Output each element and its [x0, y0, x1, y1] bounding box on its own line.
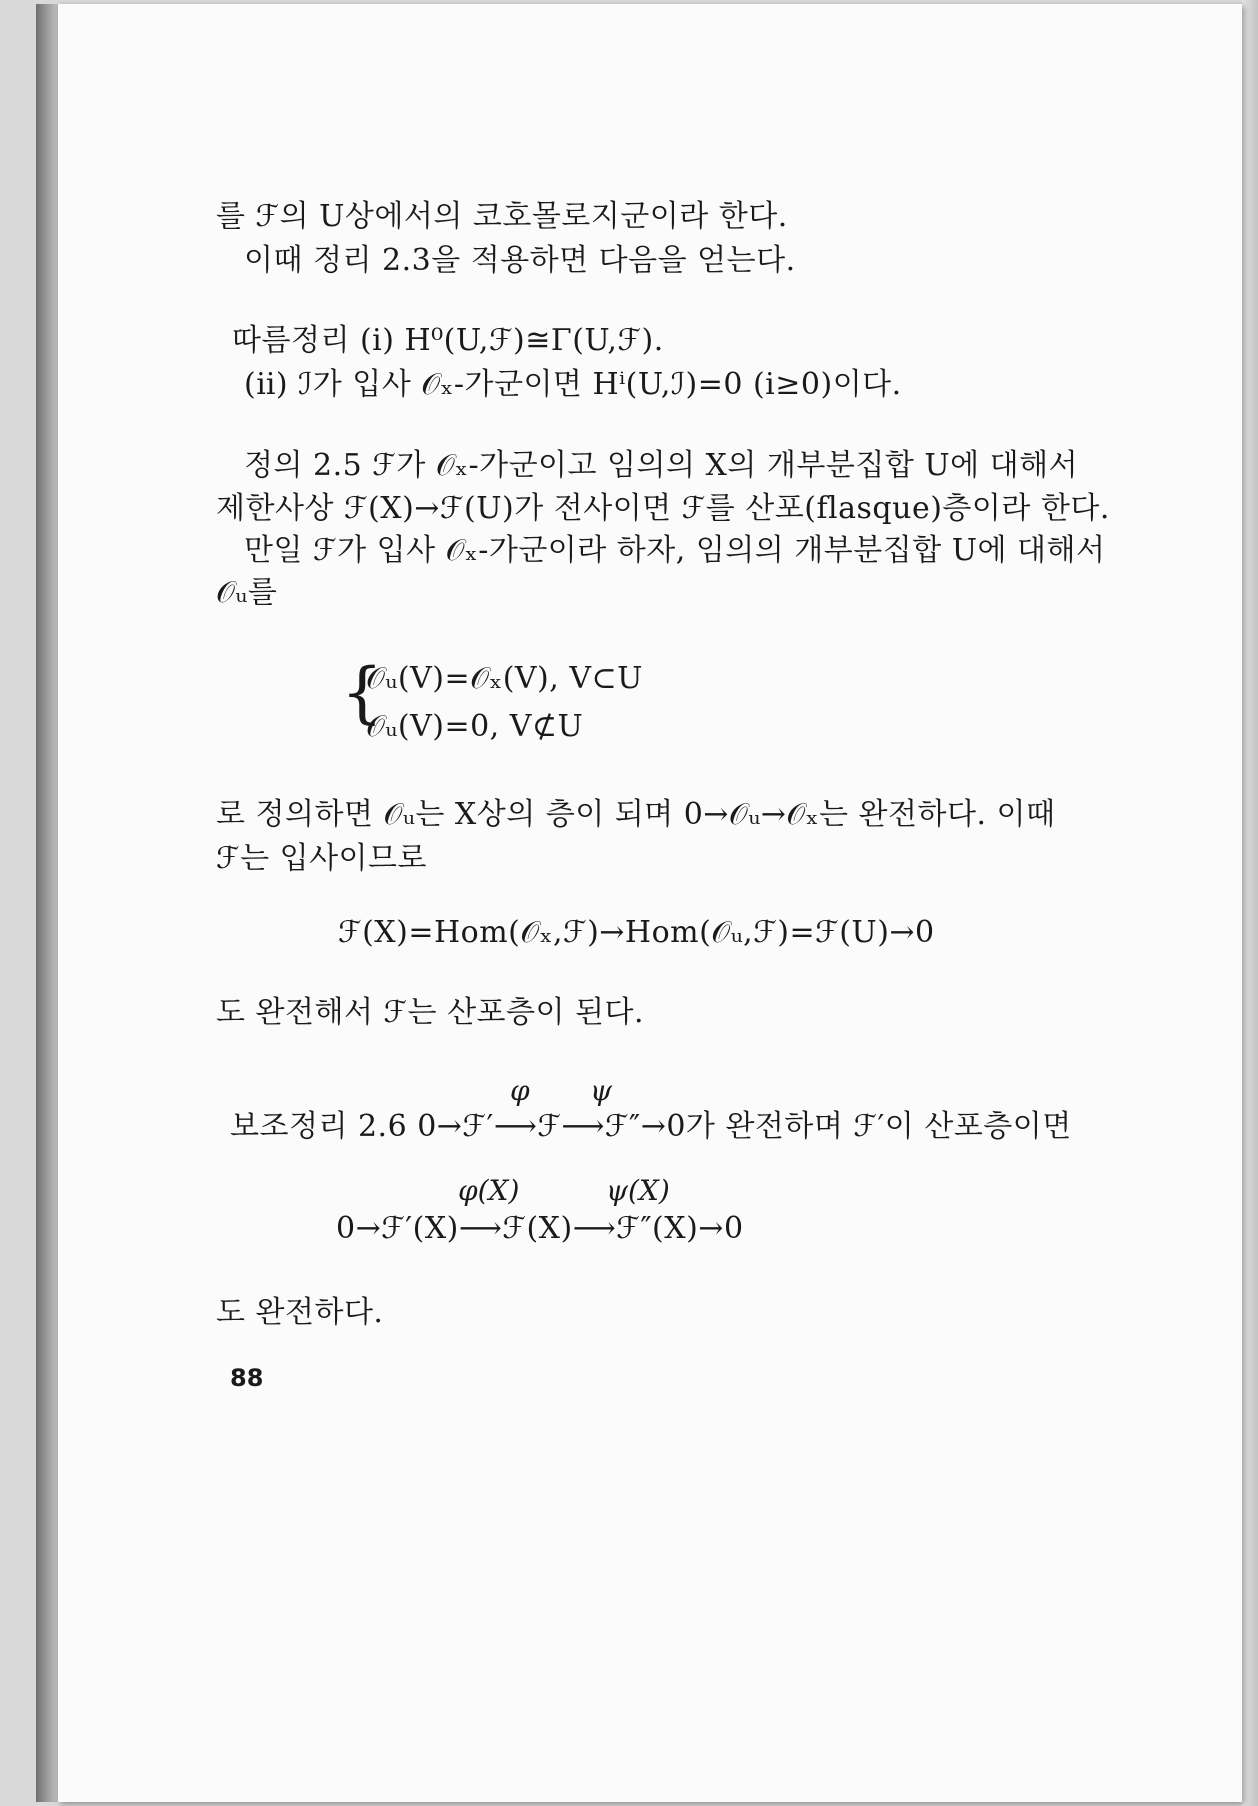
text-line-9: 로 정의하면 𝒪ᵤ는 X상의 층이 되며 0→𝒪ᵤ→𝒪ₓ는 완전하다. 이때	[216, 797, 1056, 832]
display-equation-1: ℱ(X)=Hom(𝒪ₓ,ℱ)→Hom(𝒪ᵤ,ℱ)=ℱ(U)→0	[338, 915, 935, 950]
psi-label: ψ	[590, 1074, 612, 1107]
lemma-2-6: 보조정리 2.6 0→ℱ′⟶ℱ⟶ℱ″→0가 완전하며 ℱ′이 산포층이면	[230, 1109, 1072, 1144]
text-line-1: 를 ℱ의 U상에서의 코호몰로지군이라 한다.	[216, 199, 788, 234]
book-page	[58, 4, 1242, 1802]
phi-x-label: φ(X)	[458, 1174, 520, 1207]
text-line-2: 이때 정리 2.3을 적용하면 다음을 얻는다.	[244, 243, 796, 278]
corollary-item-2: (ⅱ) ℐ가 입사 𝒪ₓ-가군이면 Hⁱ(U,ℐ)=0 (i≥0)이다.	[244, 367, 902, 402]
text-line-10: ℱ는 입사이므로	[216, 841, 427, 876]
text-line-13: 도 완전하다.	[216, 1295, 384, 1330]
text-line-11: 도 완전해서 ℱ는 산포층이 된다.	[216, 995, 645, 1030]
corollary-item-1: 따름정리 (ⅰ) H⁰(U,ℱ)≅Γ(U,ℱ).	[232, 323, 664, 358]
page-stack-edge	[1242, 0, 1258, 1806]
text-line-6: 제한사상 ℱ(X)→ℱ(U)가 전사이면 ℱ를 산포(flasque)층이라 한다.	[216, 491, 1110, 526]
definition-2-5: 정의 2.5 ℱ가 𝒪ₓ-가군이고 임의의 X의 개부분집합 U에 대해서	[244, 448, 1079, 483]
text-line-7: 만일 ℱ가 입사 𝒪ₓ-가군이라 하자, 임의의 개부분집합 U에 대해서	[244, 533, 1106, 568]
psi-x-label: ψ(X)	[606, 1174, 670, 1207]
display-equation-2: 0→ℱ′(X)⟶ℱ(X)⟶ℱ″(X)→0	[336, 1211, 744, 1246]
case-brace: {	[341, 654, 383, 731]
text-line-8: 𝒪ᵤ를	[216, 575, 278, 610]
phi-label: φ	[510, 1074, 530, 1107]
case-line-1: 𝒪ᵤ(V)=𝒪ₓ(V), V⊂U	[366, 661, 643, 696]
page-number: 88	[230, 1364, 264, 1392]
case-line-2: 𝒪ᵤ(V)=0, V⊄U	[366, 709, 584, 744]
